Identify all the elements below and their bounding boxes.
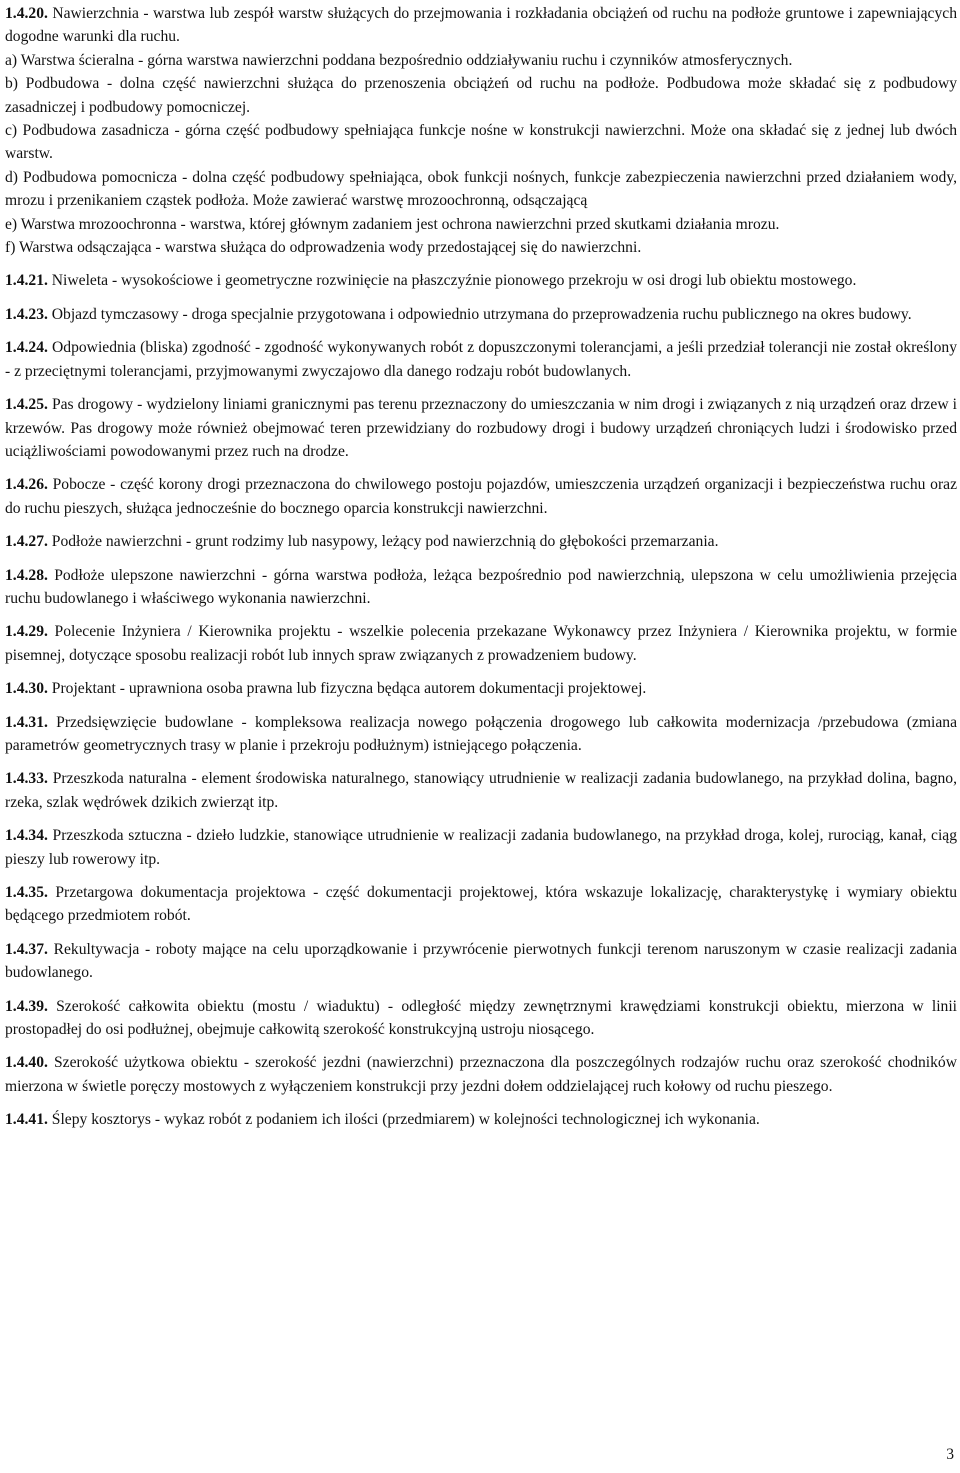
definition-1-4-20: 1.4.20. Nawierzchnia - warstwa lub zespół warstw służących do przejmowania i rozkładania obciążeń od ruchu na podłoże gruntowe i zapewniających dogodne warunki dla ruchu. bbox=[5, 5, 957, 46]
definition-1-4-30: 1.4.30. Projektant - uprawniona osoba prawna lub fizyczna będąca autorem dokumentacji projektowej. bbox=[5, 680, 647, 698]
definition-1-4-37: 1.4.37. Rekultywacja - roboty mające na celu uporządkowanie i przywrócenie pierwotnych funkcji terenom naruszonym w czasie realizacji zadania budowlanego. bbox=[5, 940, 957, 982]
definition-1-4-25: 1.4.25. Pas drogowy - wydzielony liniami granicznymi pas terenu przeznaczony do umieszczania w nim drogi i związanych z nią urządzeń oraz drzew i krzewów. Pas drogowy może również obejmować teren przewidziany do rozbudowy drogi i budowy urządzeń chroniących ludzi i środowisko przed uciążliwościami powodowanymi przez ruch na drodze. bbox=[5, 396, 957, 460]
definition-1-4-29: 1.4.29. Polecenie Inżyniera / Kierownika projektu - wszelkie polecenia przekazane Wykonawcy przez Inżyniera / Kierownika projektu, w formie pisemnej, dotyczące sposobu realizacji robót lub innych spraw związanych z prowadzeniem budowy. bbox=[5, 623, 957, 664]
page-number: 3 bbox=[946, 1446, 954, 1463]
sub-item-d: d) Podbudowa pomocnicza - dolna część podbudowy spełniająca, obok funkcji nośnych, funkcje zabezpieczenia nawierzchni przed działaniem wody, mrozu i przenikaniem cząstek podłoża. Może zawierać warstwę mrozoochronną, odsączającą bbox=[5, 168, 957, 210]
sub-item-a: a) Warstwa ścieralna - górna warstwa nawierzchni poddana bezpośrednio oddziaływaniu ruchu i czynników atmosferycznych. bbox=[5, 51, 793, 69]
sub-item-e: e) Warstwa mrozoochronna - warstwa, której głównym zadaniem jest ochrona nawierzchni przed skutkami działania mrozu. bbox=[5, 215, 780, 233]
definition-1-4-39: 1.4.39. Szerokość całkowita obiektu (mostu / wiaduktu) - odległość między zewnętrznymi krawędziami konstrukcji obiektu, mierzona w linii prostopadłej do osi podłużnej, obejmuje całkowitą szerokość konstrukcyjną ustroju niosącego. bbox=[5, 997, 957, 1039]
definition-1-4-41: 1.4.41. Ślepy kosztorys - wykaz robót z podaniem ich ilości (przedmiarem) w kolejności technologicznej ich wykonania. bbox=[5, 1111, 760, 1129]
definition-1-4-31: 1.4.31. Przedsięwzięcie budowlane - kompleksowa realizacja nowego połączenia drogowego lub całkowita modernizacja /przebudowa (zmiana parametrów geometrycznych trasy w planie i przekroju podłużnym) istniejącego połączenia. bbox=[5, 713, 957, 754]
definition-1-4-35: 1.4.35. Przetargowa dokumentacja projektowa - część dokumentacji projektowej, która wskazuje lokalizację, charakterystykę i wymiary obiektu będącego przedmiotem robót. bbox=[5, 884, 957, 925]
sub-item-f: f) Warstwa odsączająca - warstwa służąca do odprowadzenia wody przedostającej się do nawierzchni. bbox=[5, 239, 642, 257]
sub-item-c: c) Podbudowa zasadnicza - górna część podbudowy spełniająca funkcje nośne w konstrukcji nawierzchni. Może ona składać się z jednej lub dwóch warstw. bbox=[5, 122, 957, 163]
definition-1-4-34: 1.4.34. Przeszkoda sztuczna - dzieło ludzkie, stanowiące utrudnienie w realizacji zadania budowlanego, na przykład droga, kolej, rurociąg, kanał, ciąg pieszy lub rowerowy itp. bbox=[5, 827, 957, 868]
definition-1-4-33: 1.4.33. Przeszkoda naturalna - element środowiska naturalnego, stanowiący utrudnienie w realizacji zadania budowlanego, na przykład dolina, bagno, rzeka, szlak wędrówek dzikich zwierząt itp. bbox=[5, 770, 957, 811]
definition-1-4-28: 1.4.28. Podłoże ulepszone nawierzchni - górna warstwa podłoża, leżąca bezpośrednio pod nawierzchnią, ulepszona w celu umożliwienia przejęcia ruchu budowlanego i właściwego wykonania nawierzchni. bbox=[5, 566, 957, 607]
definition-1-4-24: 1.4.24. Odpowiednia (bliska) zgodność - zgodność wykonywanych robót z dopuszczonymi tolerancjami, a jeśli przedział tolerancji nie został określony - z przeciętnymi tolerancjami, przyjmowanymi zwyczajowo dla danego rodzaju robót budowlanych. bbox=[5, 339, 957, 380]
definition-1-4-21: 1.4.21. Niweleta - wysokościowe i geometryczne rozwinięcie na płaszczyźnie pionowego przekroju w osi drogi lub obiektu mostowego. bbox=[5, 272, 857, 290]
definition-1-4-40: 1.4.40. Szerokość użytkowa obiektu - szerokość jezdni (nawierzchni) przeznaczona dla poszczególnych rodzajów ruchu oraz szerokość chodników mierzona w świetle poręczy mostowych z wyłączeniem konstrukcji przy jezdni dołem oddzielającej ruch kołowy od ruchu pieszego. bbox=[5, 1054, 957, 1095]
sub-item-b: b) Podbudowa - dolna część nawierzchni służąca do przenoszenia obciążeń od ruchu na podłoże. Podbudowa może składać się z podbudowy zasadniczej i podbudowy pomocniczej. bbox=[5, 75, 957, 116]
document-page bbox=[5, 2, 957, 1132]
definition-1-4-23: 1.4.23. Objazd tymczasowy - droga specjalnie przygotowana i odpowiednio utrzymana do przeprowadzenia ruchu publicznego na okres budowy. bbox=[5, 305, 912, 323]
definition-1-4-26: 1.4.26. Pobocze - część korony drogi przeznaczona do chwilowego postoju pojazdów, umieszczenia urządzeń organizacji i bezpieczeństwa ruchu oraz do ruchu pieszych, służąca jednocześnie do bocznego oparcia konstrukcji nawierzchni. bbox=[5, 476, 957, 517]
definition-1-4-27: 1.4.27. Podłoże nawierzchni - grunt rodzimy lub nasypowy, leżący pod nawierzchnią do głębokości przemarzania. bbox=[5, 533, 719, 551]
